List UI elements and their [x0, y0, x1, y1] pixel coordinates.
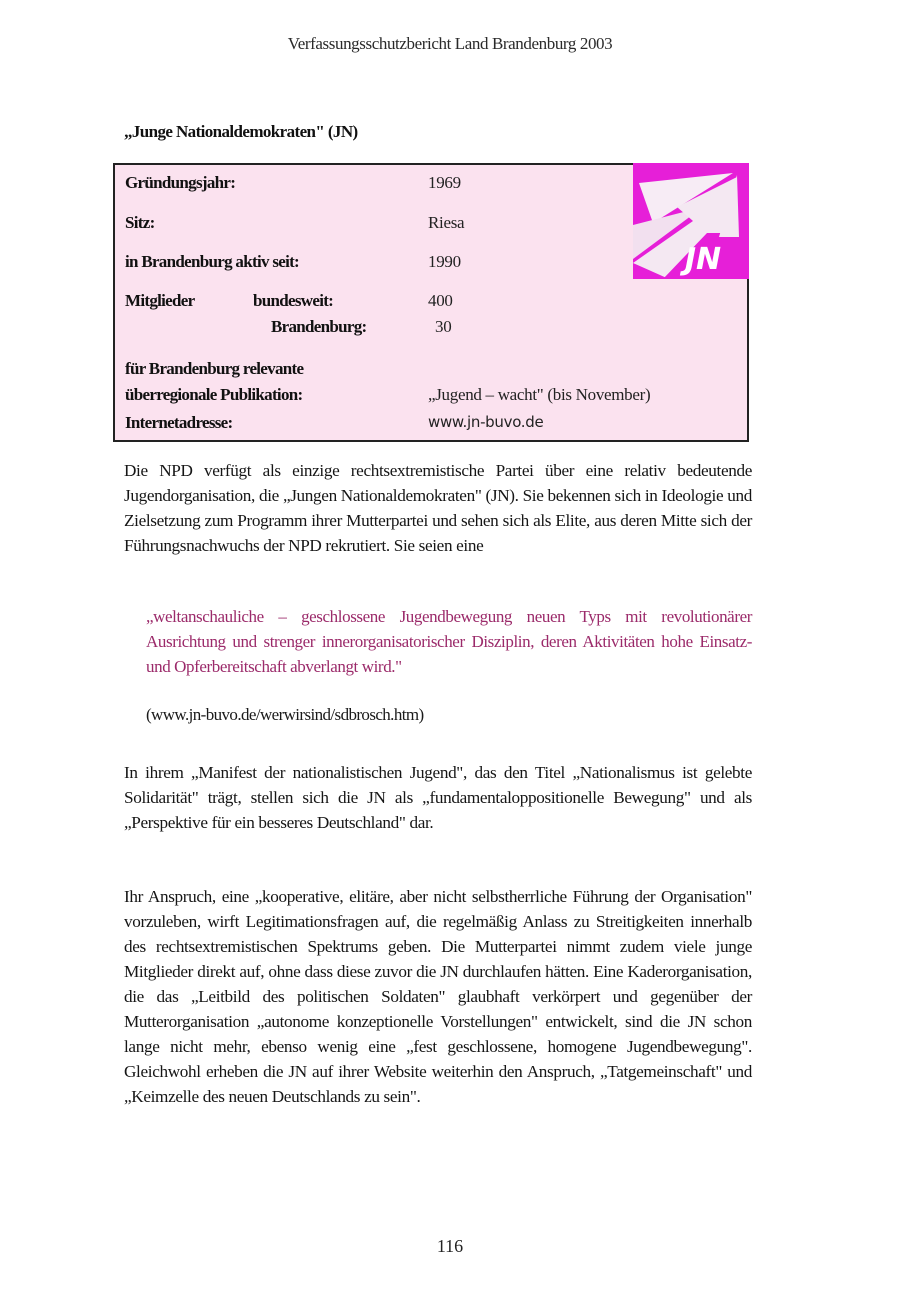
fact-value: „Jugend – wacht" (bis November): [428, 385, 651, 404]
jn-arrow-logo-icon: [633, 163, 749, 279]
fact-value: 1990: [428, 252, 461, 271]
fact-label: Internetadresse:: [125, 413, 233, 432]
fact-label: Gründungsjahr:: [125, 173, 236, 192]
fact-label: Sitz:: [125, 213, 155, 232]
paragraph-2: In ihrem „Manifest der nationalistischen Jugend", das den Titel „Nationalismus ist gelebte Solidarität" trägt, stellen sich die JN als „fundamentaloppositionelle Bewegung" und als „Perspektive für ein besseres Deutschland" dar.: [124, 763, 752, 832]
fact-box: [113, 163, 749, 442]
fact-label: in Brandenburg aktiv seit:: [125, 252, 300, 271]
fact-label: Mitglieder: [125, 291, 195, 310]
fact-value: 30: [435, 317, 452, 336]
paragraph-1: Die NPD verfügt als einzige rechtsextremistische Partei über eine relativ bedeutende Jugendorganisation, die „Jungen Nationaldemokraten" (JN). Sie bekennen sich in Ideologie und Zielsetzung zum Programm ihrer Mutterpartei und sehen sich als Elite, aus deren Mitte sich der Führungsnachwuchs der NPD rekrutiert. Sie seien eine: [124, 461, 752, 555]
fact-label: für Brandenburg relevante: [125, 359, 304, 378]
fact-label-line2: überregionale Publikation:: [125, 385, 303, 404]
quote-block: „weltanschauliche – geschlossene Jugendbewegung neuen Typs mit revolutionärer Ausrichtung und strenger innerorganisatorischer Disziplin, deren Aktivitäten hohe Einsatz- und Opferbereitschaft abverlangt wird.": [146, 607, 752, 676]
fact-value: 1969: [428, 173, 461, 192]
fact-value: Riesa: [428, 213, 465, 232]
quote-source-link[interactable]: (www.jn-buvo.de/werwirsind/sdbrosch.htm): [146, 705, 424, 724]
running-header: Verfassungsschutzbericht Land Brandenburg 2003: [287, 34, 613, 53]
section-title: „Junge Nationaldemokraten" (JN): [124, 122, 358, 141]
website-link[interactable]: www.jn-buvo.de: [428, 413, 544, 431]
fact-value: 400: [428, 291, 453, 310]
page-number: 116: [436, 1236, 464, 1256]
fact-sublabel: bundesweit:: [253, 291, 334, 310]
paragraph-3: Ihr Anspruch, eine „kooperative, elitäre, aber nicht selbstherrliche Führung der Organisation" vorzuleben, wirft Legitimationsfragen auf, die regelmäßig Anlass zu Streitigkeiten innerhalb des rechtsextremistischen Spektrums geben. Die Mutterpartei nimmt zudem viele junge Mitglieder direkt auf, ohne dass diese zuvor die JN durchlaufen hätten. Eine Kaderorganisation, die das „Leitbild des politischen Soldaten" glaubhaft verkörpert und gegenüber der Mutterorganisation „autonome konzeptionelle Vorstellungen" entwickelt, sind die JN schon lange nicht mehr, ebenso wenig eine „fest geschlossene, homogene Jugendbewegung". Gleichwohl erheben die JN auf ihrer Website weiterhin den Anspruch, „Tatgemeinschaft" und „Keimzelle des neuen Deutschlands zu sein".: [124, 887, 752, 1106]
fact-sublabel: Brandenburg:: [271, 317, 367, 336]
logo-text: JN: [684, 242, 722, 277]
